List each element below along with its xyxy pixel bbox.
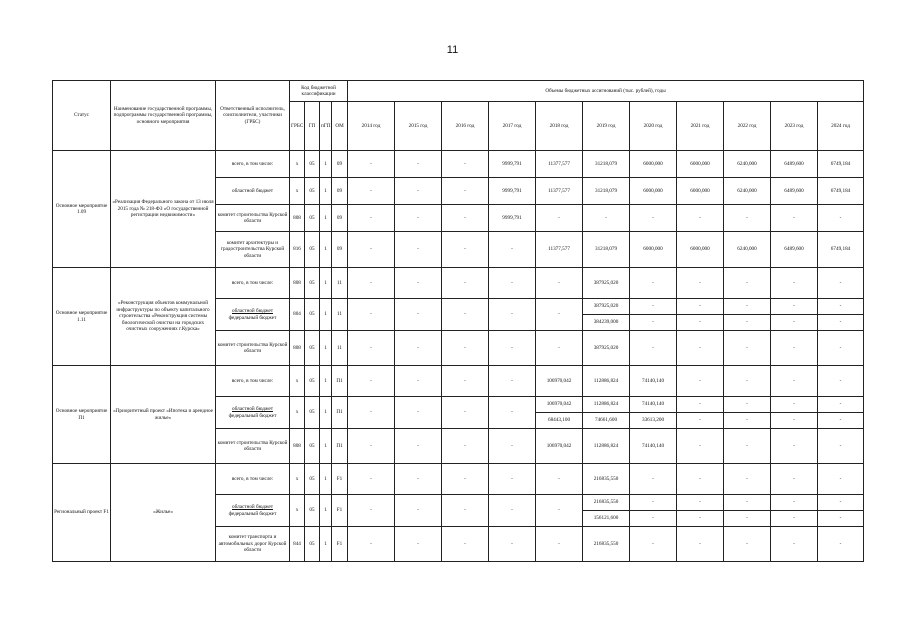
header-year: 2020 год <box>630 102 677 151</box>
value-cell: - <box>771 511 818 527</box>
grbs-cell: 844 <box>290 527 305 562</box>
gp-cell: 05 <box>305 151 320 178</box>
value-cell: - <box>442 151 489 178</box>
value-cell: - <box>348 232 395 268</box>
table-row <box>53 151 864 178</box>
value-cell: - <box>724 429 771 464</box>
value-cell: - <box>395 527 442 562</box>
status-cell: Региональный проект F1 <box>53 464 111 562</box>
value-cell: - <box>489 429 536 464</box>
budget-table <box>52 80 864 562</box>
table-row <box>53 464 864 495</box>
header-code-col: ОМ <box>332 102 348 151</box>
value-cell: - <box>348 366 395 397</box>
executor-cell: комитет транспорта и автомобильных дорог Курской области <box>216 527 290 562</box>
value-cell: - <box>818 464 864 495</box>
pgp-cell: 1 <box>320 151 332 178</box>
value-cell: 11377,577 <box>536 151 583 178</box>
om-cell: 09 <box>332 151 348 178</box>
value-cell: - <box>677 299 724 315</box>
value-cell: - <box>677 527 724 562</box>
pgp-cell: 1 <box>320 429 332 464</box>
value-cell: 31218,079 <box>583 151 630 178</box>
pgp-cell: 1 <box>320 232 332 268</box>
om-cell: 11 <box>332 268 348 299</box>
value-cell: - <box>489 397 536 429</box>
value-cell: - <box>489 527 536 562</box>
value-cell: 6240,000 <box>724 151 771 178</box>
grbs-cell: 808 <box>290 268 305 299</box>
value-cell: - <box>489 464 536 495</box>
value-cell: - <box>348 299 395 331</box>
value-cell: 106970,042 <box>536 429 583 464</box>
value-cell: 74140,140 <box>630 366 677 397</box>
value-cell: - <box>395 464 442 495</box>
value-cell: - <box>818 495 864 511</box>
value-cell: - <box>395 299 442 331</box>
header-year: 2017 год <box>489 102 536 151</box>
value-cell: 31218,079 <box>583 178 630 205</box>
value-cell: - <box>348 178 395 205</box>
value-cell: - <box>489 331 536 366</box>
value-cell: - <box>489 268 536 299</box>
header-year: 2014 год <box>348 102 395 151</box>
program-name-cell: «Приоритетный проект «Ипотека и арендное жилье» <box>111 366 216 464</box>
value-cell: 33613,200 <box>630 413 677 429</box>
value-cell: - <box>818 268 864 299</box>
value-cell: 6000,000 <box>677 232 724 268</box>
value-cell: - <box>489 366 536 397</box>
value-cell: - <box>442 429 489 464</box>
value-cell: - <box>771 495 818 511</box>
executor-cell: всего, в том числе: <box>216 268 290 299</box>
value-cell: - <box>818 511 864 527</box>
table-row <box>53 366 864 397</box>
value-cell: - <box>771 397 818 413</box>
value-cell: - <box>442 205 489 232</box>
value-cell: 74140,140 <box>630 429 677 464</box>
value-cell: - <box>348 151 395 178</box>
header-program-name: Наименование государственной программы, подпрограммы государственной программы, основного мероприятия <box>111 81 216 151</box>
value-cell: - <box>395 366 442 397</box>
gp-cell: 05 <box>305 527 320 562</box>
value-cell: 156121,600 <box>583 511 630 527</box>
value-cell: - <box>771 429 818 464</box>
value-cell: 6749,184 <box>818 178 864 205</box>
executor-regional-label: областной бюджет <box>232 504 273 510</box>
value-cell: - <box>630 299 677 315</box>
executor-cell <box>216 397 290 429</box>
value-cell: - <box>630 268 677 299</box>
executor-cell: комитет строительства Курской области <box>216 429 290 464</box>
executor-cell: всего, в том числе: <box>216 366 290 397</box>
value-cell: - <box>771 527 818 562</box>
value-cell: - <box>724 495 771 511</box>
value-cell: - <box>395 429 442 464</box>
program-name-cell: «Реконструкция объектов коммунальной инфраструктуры по объекту капитального строительства «Реконструкция системы биологической очистки на городских очистных сооружениях г.Курска» <box>111 268 216 366</box>
pgp-cell: 1 <box>320 366 332 397</box>
value-cell: 6489,600 <box>771 232 818 268</box>
value-cell: - <box>348 495 395 527</box>
executor-federal-label: федеральный бюджет <box>228 314 277 321</box>
value-cell: 6489,600 <box>771 151 818 178</box>
grbs-cell: 808 <box>290 205 305 232</box>
value-cell: - <box>724 299 771 315</box>
table-row <box>53 268 864 299</box>
value-cell: - <box>771 205 818 232</box>
om-cell: 11 <box>332 299 348 331</box>
header-code-col: ГП <box>305 102 320 151</box>
value-cell: 387925,020 <box>583 268 630 299</box>
header-status: Статус <box>53 81 111 151</box>
value-cell: - <box>677 429 724 464</box>
om-cell: F1 <box>332 464 348 495</box>
value-cell: - <box>395 232 442 268</box>
value-cell: - <box>442 495 489 527</box>
value-cell: - <box>348 429 395 464</box>
grbs-cell: 804 <box>290 299 305 331</box>
value-cell: 387925,020 <box>583 331 630 366</box>
value-cell: - <box>395 178 442 205</box>
value-cell: - <box>442 232 489 268</box>
value-cell: - <box>395 205 442 232</box>
value-cell: - <box>630 331 677 366</box>
value-cell: 11377,577 <box>536 232 583 268</box>
value-cell: - <box>771 299 818 315</box>
header-executor: Ответственный исполнитель, соисполнители, участники (ГРБС) <box>216 81 290 151</box>
value-cell: 112886,824 <box>583 429 630 464</box>
value-cell: - <box>395 397 442 429</box>
pgp-cell: 1 <box>320 299 332 331</box>
value-cell: - <box>724 268 771 299</box>
value-cell: - <box>442 268 489 299</box>
value-cell: 216835,550 <box>583 495 630 511</box>
value-cell: - <box>536 299 583 331</box>
executor-federal-label: федеральный бюджет <box>228 412 277 419</box>
pgp-cell: 1 <box>320 464 332 495</box>
value-cell: 6000,000 <box>677 178 724 205</box>
value-cell: - <box>536 268 583 299</box>
status-cell: Основное мероприятие П1 <box>53 366 111 464</box>
value-cell: - <box>771 331 818 366</box>
value-cell: - <box>677 205 724 232</box>
value-cell: 74140,140 <box>630 397 677 413</box>
value-cell: - <box>771 366 818 397</box>
value-cell: 106970,042 <box>536 397 583 413</box>
header-year: 2024 год <box>818 102 864 151</box>
value-cell: - <box>348 397 395 429</box>
executor-cell: всего, в том числе: <box>216 151 290 178</box>
value-cell: - <box>724 205 771 232</box>
value-cell: - <box>348 464 395 495</box>
value-cell: - <box>536 495 583 527</box>
gp-cell: 05 <box>305 331 320 366</box>
header-year: 2021 год <box>677 102 724 151</box>
header-budget-volume: Объемы бюджетных ассигнований (тыс. рублей), годы <box>348 81 864 102</box>
value-cell: - <box>677 366 724 397</box>
value-cell: 6000,000 <box>630 151 677 178</box>
status-cell: Основное мероприятие 1.09 <box>53 151 111 268</box>
gp-cell: 05 <box>305 299 320 331</box>
value-cell: - <box>818 413 864 429</box>
gp-cell: 05 <box>305 232 320 268</box>
value-cell: - <box>818 429 864 464</box>
value-cell: - <box>536 205 583 232</box>
value-cell: - <box>395 268 442 299</box>
value-cell: - <box>677 464 724 495</box>
value-cell: - <box>442 331 489 366</box>
value-cell: - <box>630 464 677 495</box>
pgp-cell: 1 <box>320 527 332 562</box>
grbs-cell: х <box>290 495 305 527</box>
value-cell: 106970,042 <box>536 366 583 397</box>
header-year: 2018 год <box>536 102 583 151</box>
executor-cell <box>216 299 290 331</box>
value-cell: - <box>442 366 489 397</box>
gp-cell: 05 <box>305 205 320 232</box>
value-cell: 216835,550 <box>583 527 630 562</box>
value-cell: - <box>630 495 677 511</box>
value-cell: 387925,020 <box>583 299 630 315</box>
om-cell: 11 <box>332 331 348 366</box>
value-cell: - <box>348 205 395 232</box>
value-cell: - <box>630 205 677 232</box>
value-cell: - <box>489 232 536 268</box>
value-cell: - <box>489 495 536 527</box>
pgp-cell: 1 <box>320 268 332 299</box>
value-cell: 68443,100 <box>536 413 583 429</box>
value-cell: - <box>818 397 864 413</box>
pgp-cell: 1 <box>320 205 332 232</box>
value-cell: 112886,824 <box>583 397 630 413</box>
value-cell: - <box>771 268 818 299</box>
value-cell: - <box>724 331 771 366</box>
value-cell: 31218,079 <box>583 232 630 268</box>
page-number: 11 <box>446 44 459 56</box>
grbs-cell: 808 <box>290 429 305 464</box>
pgp-cell: 1 <box>320 397 332 429</box>
value-cell: - <box>630 527 677 562</box>
executor-cell: областной бюджет <box>216 178 290 205</box>
value-cell: - <box>771 464 818 495</box>
gp-cell: 05 <box>305 268 320 299</box>
value-cell: - <box>677 413 724 429</box>
value-cell: - <box>818 527 864 562</box>
grbs-cell: х <box>290 397 305 429</box>
executor-regional-label: областной бюджет <box>232 308 273 314</box>
value-cell: 6000,000 <box>630 232 677 268</box>
om-cell: 09 <box>332 178 348 205</box>
value-cell: - <box>818 315 864 331</box>
value-cell: - <box>724 413 771 429</box>
om-cell: П1 <box>332 429 348 464</box>
value-cell: 9999,791 <box>489 178 536 205</box>
value-cell: 6000,000 <box>630 178 677 205</box>
executor-cell: комитет архитектуры и градостроительства Курской области <box>216 232 290 268</box>
executor-cell: комитет строительства Курской области <box>216 205 290 232</box>
value-cell: - <box>818 299 864 315</box>
value-cell: - <box>395 151 442 178</box>
value-cell: - <box>630 315 677 331</box>
value-cell: - <box>677 331 724 366</box>
value-cell: - <box>348 527 395 562</box>
value-cell: - <box>724 511 771 527</box>
value-cell: - <box>442 397 489 429</box>
header-budget-code: Код бюджетной классификации <box>290 81 348 102</box>
value-cell: 6749,184 <box>818 232 864 268</box>
gp-cell: 05 <box>305 429 320 464</box>
value-cell: - <box>818 205 864 232</box>
grbs-cell: 816 <box>290 232 305 268</box>
value-cell: - <box>348 331 395 366</box>
value-cell: - <box>818 366 864 397</box>
value-cell: 11377,577 <box>536 178 583 205</box>
header-year: 2022 год <box>724 102 771 151</box>
value-cell: - <box>724 366 771 397</box>
value-cell: - <box>677 397 724 413</box>
value-cell: - <box>724 397 771 413</box>
value-cell: - <box>442 178 489 205</box>
gp-cell: 05 <box>305 464 320 495</box>
value-cell: 216835,550 <box>583 464 630 495</box>
value-cell: - <box>818 331 864 366</box>
value-cell: 384239,000 <box>583 315 630 331</box>
header-year: 2016 год <box>442 102 489 151</box>
value-cell: - <box>489 299 536 331</box>
value-cell: - <box>677 268 724 299</box>
om-cell: 09 <box>332 205 348 232</box>
value-cell: - <box>724 527 771 562</box>
program-name-cell: «Реализация Федерального закона от 13 июля 2015 года № 218-ФЗ «О государственной регистрации недвижимости» <box>111 151 216 268</box>
value-cell: - <box>771 315 818 331</box>
value-cell: - <box>677 315 724 331</box>
value-cell: 9999,791 <box>489 151 536 178</box>
value-cell: - <box>536 331 583 366</box>
grbs-cell: 808 <box>290 331 305 366</box>
header-year: 2015 год <box>395 102 442 151</box>
header-code-col: пГП <box>320 102 332 151</box>
value-cell: - <box>677 495 724 511</box>
value-cell: 6489,600 <box>771 178 818 205</box>
om-cell: П1 <box>332 397 348 429</box>
om-cell: П1 <box>332 366 348 397</box>
value-cell: - <box>442 527 489 562</box>
pgp-cell: 1 <box>320 331 332 366</box>
executor-federal-label: федеральный бюджет <box>228 510 277 517</box>
om-cell: F1 <box>332 495 348 527</box>
program-name-cell: «Жилье» <box>111 464 216 562</box>
gp-cell: 05 <box>305 366 320 397</box>
value-cell: - <box>348 268 395 299</box>
status-cell: Основное мероприятие 1.11 <box>53 268 111 366</box>
value-cell: 74661,600 <box>583 413 630 429</box>
pgp-cell: 1 <box>320 495 332 527</box>
value-cell: - <box>395 495 442 527</box>
header-code-col: ГРБС <box>290 102 305 151</box>
gp-cell: 05 <box>305 495 320 527</box>
value-cell: - <box>395 331 442 366</box>
om-cell: 09 <box>332 232 348 268</box>
grbs-cell: х <box>290 151 305 178</box>
header-year: 2019 год <box>583 102 630 151</box>
value-cell: 112886,824 <box>583 366 630 397</box>
value-cell: - <box>724 464 771 495</box>
grbs-cell: х <box>290 178 305 205</box>
value-cell: - <box>677 511 724 527</box>
value-cell: 6749,184 <box>818 151 864 178</box>
value-cell: - <box>442 299 489 331</box>
value-cell: 6240,000 <box>724 178 771 205</box>
value-cell: - <box>583 205 630 232</box>
executor-regional-label: областной бюджет <box>232 406 273 412</box>
gp-cell: 05 <box>305 397 320 429</box>
value-cell: - <box>771 413 818 429</box>
pgp-cell: 1 <box>320 178 332 205</box>
gp-cell: 05 <box>305 178 320 205</box>
value-cell: - <box>724 315 771 331</box>
value-cell: 9999,791 <box>489 205 536 232</box>
value-cell: - <box>442 464 489 495</box>
value-cell: - <box>536 527 583 562</box>
grbs-cell: х <box>290 366 305 397</box>
executor-cell <box>216 495 290 527</box>
value-cell: 6000,000 <box>677 151 724 178</box>
value-cell: - <box>630 511 677 527</box>
grbs-cell: х <box>290 464 305 495</box>
om-cell: F1 <box>332 527 348 562</box>
value-cell: - <box>536 464 583 495</box>
executor-cell: всего, в том числе: <box>216 464 290 495</box>
executor-cell: комитет строительства Курской области <box>216 331 290 366</box>
value-cell: 6240,000 <box>724 232 771 268</box>
header-year: 2023 год <box>771 102 818 151</box>
